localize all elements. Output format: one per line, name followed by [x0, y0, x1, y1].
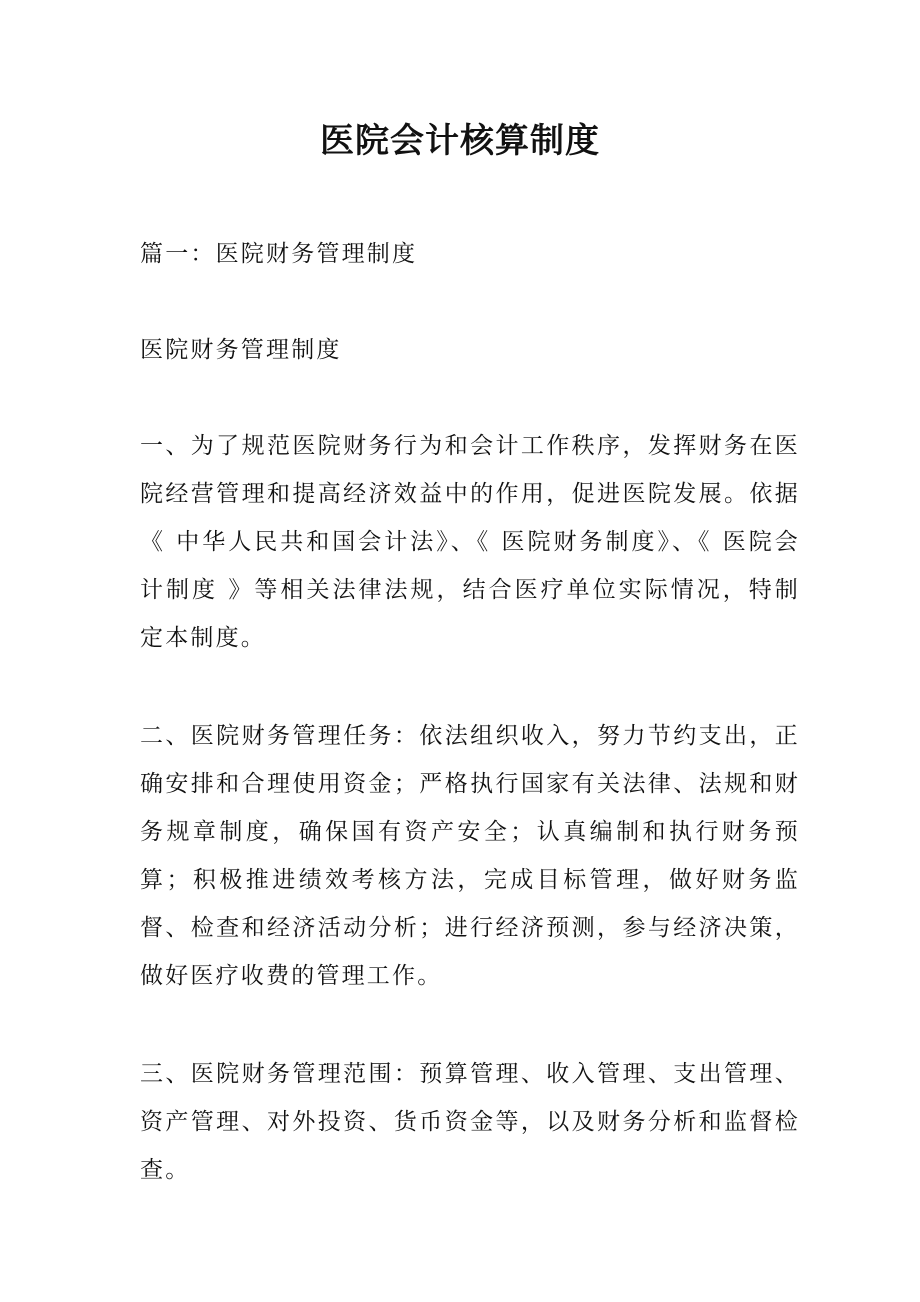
section-heading: 篇一：医院财务管理制度	[140, 241, 418, 267]
document-title: 医院会计核算制度	[320, 121, 600, 161]
paragraph-purpose: 一、为了规范医院财务行为和会计工作秩序，发挥财务在医院经营管理和提高经济效益中的作用，促进医院发展。依据《 中华人民共和国会计法》、《 医院财务制度》、《 医院会计制度 》等相关法律法规，结合医疗单位实际情况，特制定本制度。	[140, 433, 800, 651]
paragraph-tasks: 二、医院财务管理任务：依法组织收入，努力节约支出，正确安排和合理使用资金；严格执行国家有关法律、法规和财务规章制度，确保国有资产安全；认真编制和执行财务预算；积极推进绩效考核方法，完成目标管理，做好财务监督、检查和经济活动分析；进行经济预测，参与经济决策，做好医疗收费的管理工作。	[140, 723, 800, 989]
subtitle-paragraph: 医院财务管理制度	[140, 337, 342, 363]
paragraph-scope: 三、医院财务管理范围：预算管理、收入管理、支出管理、资产管理、对外投资、货币资金等，以及财务分析和监督检查。	[140, 1061, 800, 1183]
